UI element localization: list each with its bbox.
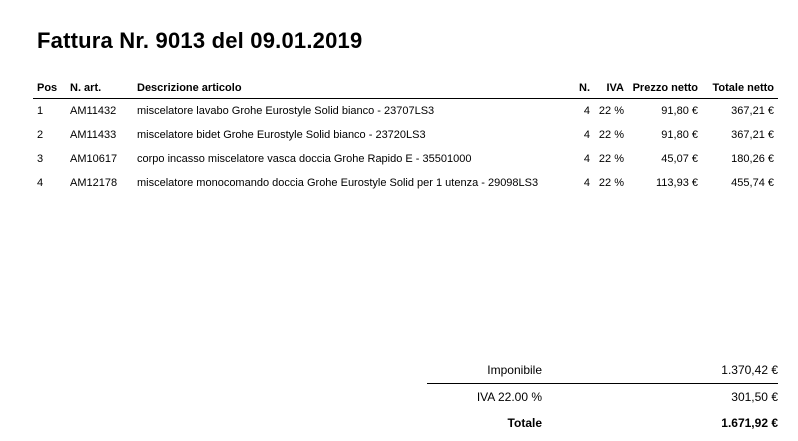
table-row bbox=[33, 147, 778, 171]
taxable-label: Imponibile bbox=[487, 363, 542, 377]
row-pos: 4 bbox=[37, 177, 44, 189]
row-pos: 2 bbox=[37, 129, 44, 141]
grand-total-value: 1.671,92 € bbox=[721, 416, 778, 430]
row-net-total: 180,26 € bbox=[731, 153, 774, 165]
vat-label: IVA 22.00 % bbox=[476, 390, 542, 404]
vat-value: 301,50 € bbox=[731, 390, 778, 404]
row-net-price: 113,93 € bbox=[655, 177, 698, 189]
row-net-price: 45,07 € bbox=[661, 153, 698, 165]
column-header-description: Descrizione articolo bbox=[133, 78, 570, 99]
table-row bbox=[33, 171, 778, 195]
row-article-no: AM10617 bbox=[70, 153, 118, 165]
table-row bbox=[33, 123, 778, 147]
row-pos: 3 bbox=[37, 153, 44, 165]
invoice-totals bbox=[427, 357, 778, 436]
row-net-price: 91,80 € bbox=[661, 129, 698, 141]
row-description: miscelatore monocomando doccia Grohe Eurostyle Solid per 1 utenza - 29098LS3 bbox=[137, 177, 539, 189]
row-pos: 1 bbox=[37, 105, 44, 117]
row-vat: 22 % bbox=[598, 105, 624, 117]
row-vat: 22 % bbox=[598, 129, 624, 141]
table-header-row bbox=[33, 78, 778, 99]
column-header-article-no: N. art. bbox=[66, 78, 133, 99]
row-qty: 4 bbox=[583, 153, 590, 165]
row-net-total: 455,74 € bbox=[731, 177, 774, 189]
vat-row bbox=[427, 383, 778, 410]
row-article-no: AM11433 bbox=[70, 129, 117, 141]
row-qty: 4 bbox=[583, 105, 590, 117]
invoice-items-table bbox=[33, 78, 778, 195]
row-net-price: 91,80 € bbox=[661, 105, 698, 117]
taxable-value: 1.370,42 € bbox=[721, 363, 778, 377]
column-header-net-price: Prezzo netto bbox=[628, 78, 702, 99]
row-qty: 4 bbox=[583, 177, 590, 189]
grand-total-label: Totale bbox=[507, 416, 542, 430]
row-net-total: 367,21 € bbox=[731, 105, 774, 117]
invoice-title: Fattura Nr. 9013 del 09.01.2019 bbox=[37, 28, 363, 53]
row-article-no: AM12178 bbox=[70, 177, 118, 189]
row-description: miscelatore bidet Grohe Eurostyle Solid bianco - 23720LS3 bbox=[137, 129, 426, 141]
grand-total-row bbox=[427, 410, 778, 436]
column-header-vat: IVA bbox=[594, 78, 628, 99]
row-article-no: AM11432 bbox=[70, 105, 117, 117]
row-vat: 22 % bbox=[598, 177, 624, 189]
row-net-total: 367,21 € bbox=[731, 129, 774, 141]
column-header-qty: N. bbox=[570, 78, 594, 99]
column-header-net-total: Totale netto bbox=[702, 78, 778, 99]
column-header-pos: Pos bbox=[33, 78, 66, 99]
taxable-row bbox=[427, 357, 778, 383]
table-row bbox=[33, 99, 778, 124]
row-qty: 4 bbox=[583, 129, 590, 141]
row-vat: 22 % bbox=[598, 153, 624, 165]
row-description: corpo incasso miscelatore vasca doccia Grohe Rapido E - 35501000 bbox=[137, 153, 472, 165]
row-description: miscelatore lavabo Grohe Eurostyle Solid bianco - 23707LS3 bbox=[137, 105, 435, 117]
